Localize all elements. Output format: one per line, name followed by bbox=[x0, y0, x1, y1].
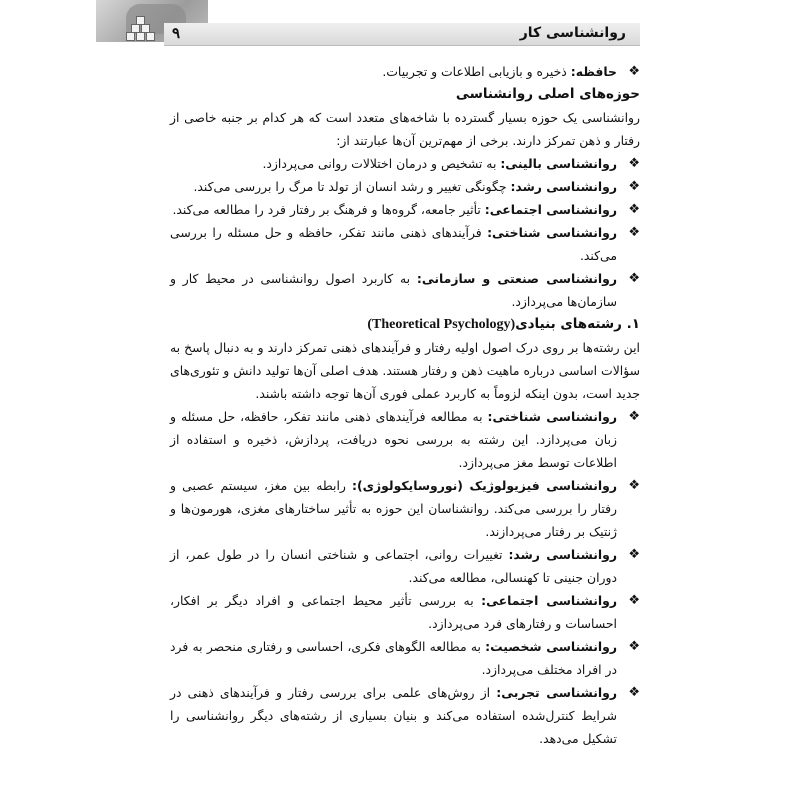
item-text: فرآیندهای ذهنی مانند تفکر، حافظه و حل مسئله را بررسی می‌کند. bbox=[170, 225, 617, 263]
list-item bbox=[170, 681, 640, 750]
item-term: روانشناسی شناختی: bbox=[487, 225, 617, 240]
list-item bbox=[170, 267, 640, 313]
list-item bbox=[170, 198, 640, 221]
item-text: تأثیر جامعه، گروه‌ها و فرهنگ بر رفتار فرد را مطالعه می‌کند. bbox=[172, 202, 485, 217]
pyramid-block bbox=[136, 32, 145, 41]
section-heading-theoretical bbox=[170, 313, 640, 336]
bullet-icon: ❖ bbox=[628, 202, 640, 217]
list-item bbox=[170, 175, 640, 198]
item-text: از روش‌های علمی برای بررسی رفتار و فرآیندهای ذهنی در شرایط کنترل‌شده استفاده می‌کند و بنیان بسیاری از رشته‌های دیگر روانشناسی را تشکیل می‌دهد. bbox=[170, 685, 617, 746]
list-item bbox=[170, 543, 640, 589]
list-item bbox=[170, 60, 640, 83]
item-term: روانشناسی شناختی: bbox=[487, 409, 617, 424]
item-term: روانشناسی رشد: bbox=[510, 179, 617, 194]
bullet-icon: ❖ bbox=[628, 271, 640, 286]
list-item bbox=[170, 405, 640, 474]
pyramid-block bbox=[146, 32, 155, 41]
item-term: روانشناسی بالینی: bbox=[500, 156, 617, 171]
intro-list bbox=[170, 60, 640, 83]
item-term: روانشناسی رشد: bbox=[508, 547, 617, 562]
list-item bbox=[170, 589, 640, 635]
item-text: به بررسی تأثیر محیط اجتماعی و افراد دیگر بر افکار، احساسات و رفتارهای فرد می‌پردازد. bbox=[170, 593, 617, 631]
heading-english: (Theoretical Psychology) bbox=[367, 317, 516, 332]
item-text: به مطالعه فرآیندهای ذهنی مانند تفکر، حافظه، حل مسئله و زبان می‌پردازد. این رشته به بررسی نحوه دریافت، پردازش، ذخیره و استفاده از اطلاعات توسط مغز می‌پردازد. bbox=[170, 409, 617, 470]
item-term: روانشناسی تجربی: bbox=[496, 685, 617, 700]
page-number: ۹ bbox=[172, 26, 181, 42]
page-content bbox=[170, 60, 640, 750]
item-term: حافظه: bbox=[570, 64, 617, 79]
item-text: به مطالعه الگوهای فکری، احساسی و رفتاری منحصر به فرد در افراد مختلف می‌پردازد. bbox=[170, 639, 617, 677]
bullet-icon: ❖ bbox=[628, 547, 640, 562]
bullet-icon: ❖ bbox=[628, 639, 640, 654]
bullet-icon: ❖ bbox=[628, 225, 640, 240]
bullet-icon: ❖ bbox=[628, 64, 640, 79]
bullet-icon: ❖ bbox=[628, 478, 640, 493]
item-text: ذخیره و بازیابی اطلاعات و تجربیات. bbox=[382, 64, 571, 79]
list-item bbox=[170, 221, 640, 267]
bullet-icon: ❖ bbox=[628, 179, 640, 194]
main-branches-list bbox=[170, 152, 640, 313]
theoretical-branches-list bbox=[170, 405, 640, 750]
bullet-icon: ❖ bbox=[628, 685, 640, 700]
running-title: روانشناسی کار bbox=[519, 25, 626, 41]
item-term: روانشناسی صنعتی و سازمانی: bbox=[416, 271, 618, 286]
section-main-paragraph: روانشناسی یک حوزه بسیار گسترده با شاخه‌های متعدد است که هر کدام بر جنبه خاصی از رفتار و ذهن تمرکز دارند. برخی از مهم‌ترین آن‌ها عبارتند از: bbox=[170, 110, 640, 148]
heading-persian: ۱. رشته‌های بنیادی bbox=[515, 316, 640, 332]
section-heading-main: حوزه‌های اصلی روانشناسی bbox=[455, 86, 640, 102]
item-text: تغییرات روانی، اجتماعی و شناختی انسان را در طول عمر، از دوران جنینی تا کهنسالی، مطالعه می‌کند. bbox=[170, 547, 617, 585]
list-item bbox=[170, 152, 640, 175]
item-text: چگونگی تغییر و رشد انسان از تولد تا مرگ را بررسی می‌کند. bbox=[193, 179, 511, 194]
list-item bbox=[170, 474, 640, 543]
bullet-icon: ❖ bbox=[628, 409, 640, 424]
list-item bbox=[170, 635, 640, 681]
item-text: به کاربرد اصول روانشناسی در محیط کار و سازمان‌ها می‌پردازد. bbox=[170, 271, 617, 309]
item-term: روانشناسی اجتماعی: bbox=[484, 202, 617, 217]
item-text: به تشخیص و درمان اختلالات روانی می‌پردازد. bbox=[262, 156, 501, 171]
item-term: روانشناسی فیزیولوژیک (نوروسایکولوژی): bbox=[352, 478, 617, 493]
bullet-icon: ❖ bbox=[628, 156, 640, 171]
item-text: رابطه بین مغز، سیستم عصبی و رفتار را بررسی می‌کند. روانشناسان این حوزه به تأثیر ساختارهای مغزی، هورمون‌ها و ژنتیک بر رفتار می‌پردازند. bbox=[170, 478, 617, 539]
item-term: روانشناسی شخصیت: bbox=[485, 639, 617, 654]
item-term: روانشناسی اجتماعی: bbox=[481, 593, 617, 608]
section-theoretical-paragraph: این رشته‌ها بر روی درک اصول اولیه رفتار و فرآیندهای ذهنی تمرکز دارند و به دنبال پاسخ به سؤالات اساسی درباره ماهیت ذهن و رفتار هستند. هدف اصلی آن‌ها تولید دانش و تئوری‌های جدید است، بدون اینکه لزوماً به کاربرد عملی فوری آن‌ها توجه داشته باشند. bbox=[170, 340, 640, 401]
bullet-icon: ❖ bbox=[628, 593, 640, 608]
pyramid-block bbox=[126, 32, 135, 41]
